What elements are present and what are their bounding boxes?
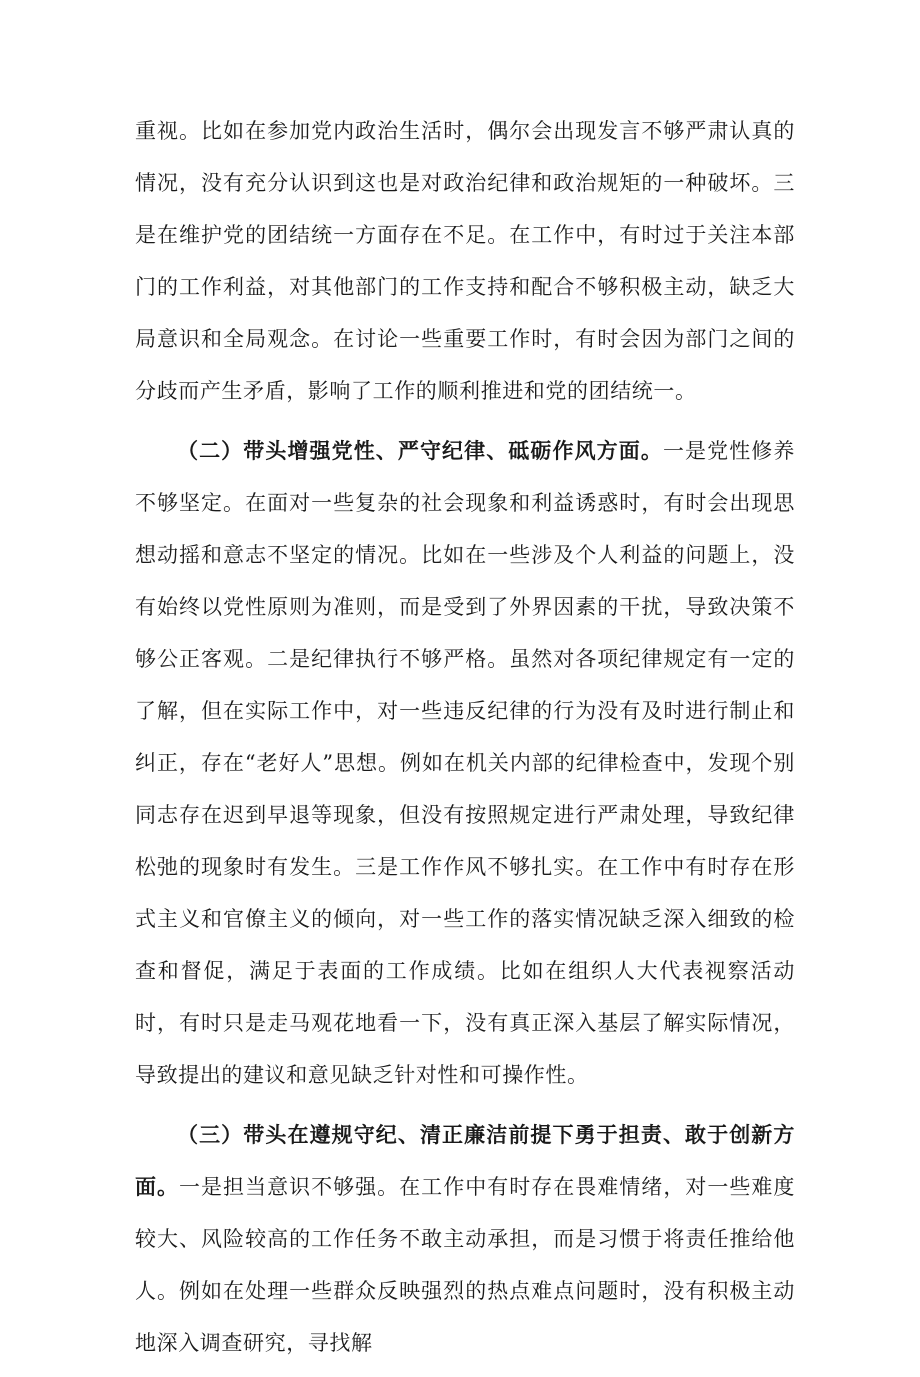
paragraph-text: 一是担当意识不够强。在工作中有时存在畏难情绪，对一些难度较大、风险较高的工作任务不敢主动承担，而是习惯于将责任推给他人。例如在处理一些群众反映强烈的热点难点问题时，没有积极主动地深入调查研究，寻找解 [135, 1175, 795, 1355]
paragraph-text: 一是党性修养不够坚定。在面对一些复杂的社会现象和利益诱惑时，有时会出现思想动摇和意志不坚定的情况。比如在一些涉及个人利益的问题上，没有始终以党性原则为准则，而是受到了外界因素的干扰，导致决策不够公正客观。二是纪律执行不够严格。虽然对各项纪律规定有一定的了解，但在实际工作中，对一些违反纪律的行为没有及时进行制止和纠正，存在“老好人”思想。例如在机关内部的纪律检查中，发现个别同志存在迟到早退等现象，但没有按照规定进行严肃处理，导致纪律松弛的现象时有发生。三是工作作风不够扎实。在工作中有时存在形式主义和官僚主义的倾向，对一些工作的落实情况缺乏深入细致的检查和督促，满足于表面的工作成绩。比如在组织人大代表视察活动时，有时只是走马观花地看一下，没有真正深入基层了解实际情况，导致提出的建议和意见缺乏针对性和可操作性。 [135, 439, 795, 1087]
paragraph-text: 重视。比如在参加党内政治生活时，偶尔会出现发言不够严肃认真的情况，没有充分认识到这也是对政治纪律和政治规矩的一种破坏。三是在维护党的团结统一方面存在不足。在工作中，有时过于关注本部门的工作利益，对其他部门的工作支持和配合不够积极主动，缺乏大局意识和全局观念。在讨论一些重要工作时，有时会因为部门之间的分歧而产生矛盾，影响了工作的顺利推进和党的团结统一。 [135, 119, 795, 403]
paragraph-section-2 [135, 425, 795, 1101]
paragraph-section-3 [135, 1109, 795, 1369]
section-heading: （二）带头增强党性、严守纪律、砥砺作风方面。 [177, 438, 663, 463]
document-body [135, 105, 795, 1377]
paragraph-continued [135, 105, 795, 417]
section-heading: （三）带头在遵规守纪、清正廉洁前提下勇于担责、敢于创新方面。 [135, 1122, 795, 1199]
